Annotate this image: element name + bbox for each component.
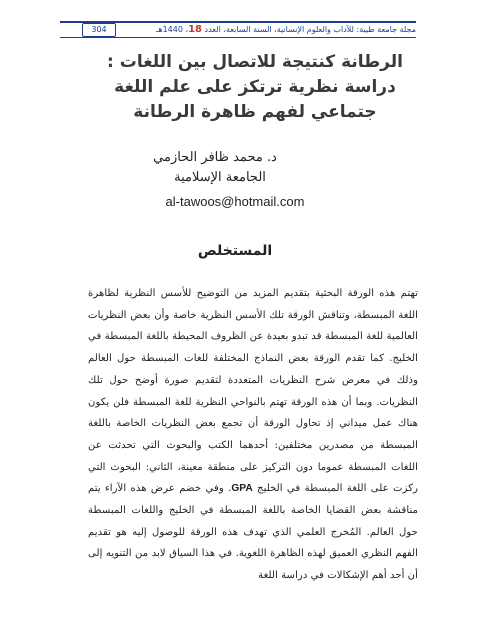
- header-rule-bottom: [60, 37, 416, 38]
- journal-name: مجلة جامعة طيبة: للآداب والعلوم الإنسانية، السنة السابعة، العدد: [204, 25, 416, 34]
- abstract-acronym: GPA: [231, 483, 253, 495]
- abstract-text-part2: . وفي خضم عرض هذه الآراء يتم مناقشة بعض القضايا الخاصة باللغة المبسطة في الخليج واللغات المبسطة حول العالم. المُخرج العلمي الذي تهدف هذه الورقة للوصول إليه هو تقديم الفهم النظري العميق لهذه الظاهرة اللغوية. في هذا السياق لابد من التنويه إلى أن أحد أهم الإشكالات في دراسة اللغة: [88, 483, 418, 582]
- abstract-text-part1: تهتم هذه الورقة البحثية بتقديم المزيد من التوضيح للأسس النظرية لظاهرة اللغة المبسطة، وتناقش الورقة تلك الأسس النظرية خاصة وأن بعض النظريات العالمية للغة المبسطة قد تبدو بعيدة عن الظروف المحيطة باللغة المبسطة في الخليج. كما تقدم الورقة بعض النماذج المختلفة للغات المبسطة حول العالم وذلك في معرض شرح النظريات المتعددة لتقديم صورة أوضح حول تلك النظريات. وبما أن هذه الورقة تهتم بالنواحي النظرية للغة المبسطة فلن يكون هناك عمل ميداني إذ تحاول الورقة أن تجمع بعض النظريات الخاصة باللغة المبسطة من مصدرين مختلفين: أحدهما الكتب والبحوث التي تحدثت عن اللغات المبسطة عموما دون التركيز على منطقة معينة، الثاني: البحوث التي ركزت على اللغة المبسطة في الخليج: [88, 288, 419, 495]
- page-number: 304: [82, 23, 116, 37]
- abstract-body: [88, 283, 418, 587]
- abstract-heading: المستخلص: [197, 243, 273, 259]
- paper-title: الرطانة كنتيجة للاتصال بين اللغات : دراسة نظرية ترتكز على علم اللغة جتماعي لفهم ظاهرة الرطانة: [107, 52, 403, 122]
- author-affiliation: الجامعة الإسلامية: [174, 170, 266, 185]
- journal-citation: [153, 24, 416, 35]
- journal-header: [60, 20, 416, 40]
- author-email: al-tawoos@hotmail.com: [165, 194, 305, 209]
- issue-number: 18: [188, 24, 202, 35]
- journal-year: ، 1440هـ: [156, 25, 189, 34]
- author-name: د. محمد ظافر الحازمي: [153, 150, 277, 165]
